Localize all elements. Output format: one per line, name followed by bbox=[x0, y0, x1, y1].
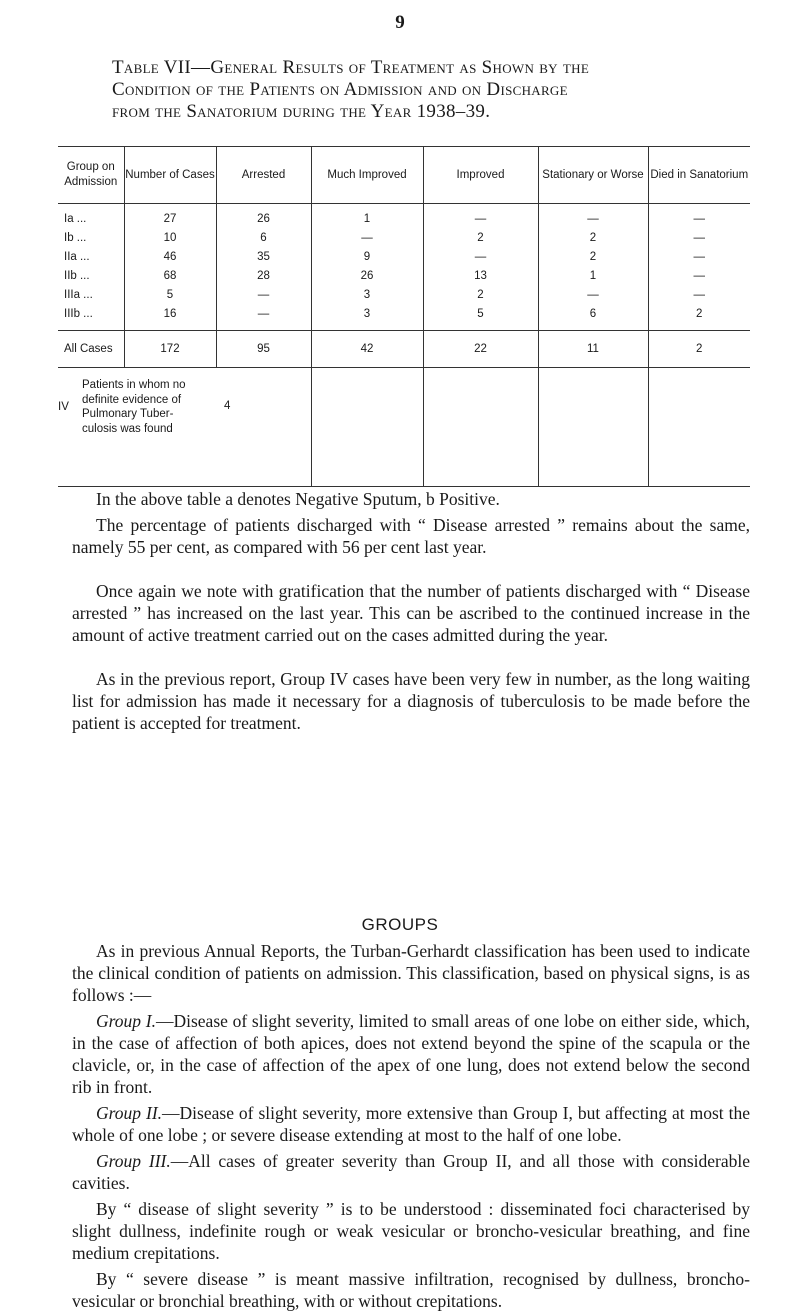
total-row bbox=[58, 331, 750, 368]
cell: — bbox=[693, 270, 705, 282]
header-group: Group on Admission bbox=[58, 147, 124, 204]
group-iv-row bbox=[58, 368, 750, 487]
cell: 27 bbox=[124, 204, 216, 230]
cell: IIIb ... bbox=[58, 305, 124, 331]
cell: 3 bbox=[311, 305, 423, 331]
body-text-upper bbox=[72, 488, 750, 734]
cell: — bbox=[693, 232, 705, 244]
cell: 16 bbox=[124, 305, 216, 331]
cell: 6 bbox=[538, 305, 648, 331]
header-improved: Improved bbox=[423, 147, 538, 204]
group-iii-definition bbox=[72, 1150, 750, 1194]
cell: — bbox=[538, 204, 648, 230]
cell: — bbox=[311, 229, 423, 248]
table-row bbox=[58, 248, 750, 267]
cell: — bbox=[423, 248, 538, 267]
cell: 3 bbox=[311, 286, 423, 305]
group-ii-definition bbox=[72, 1102, 750, 1146]
note-text: In the above table a denotes Negative Sputum, b Positive. bbox=[96, 489, 500, 509]
group-iv-cell bbox=[58, 368, 216, 487]
cell: 46 bbox=[124, 248, 216, 267]
cell: 42 bbox=[311, 331, 423, 368]
cell: — bbox=[693, 213, 705, 225]
cell: — bbox=[693, 289, 705, 301]
cell: 5 bbox=[124, 286, 216, 305]
cell: 26 bbox=[216, 204, 311, 230]
cell: 9 bbox=[311, 248, 423, 267]
cell: 13 bbox=[423, 267, 538, 286]
group-ii-text: —Disease of slight severity, more extensive than Group I, but affecting at most the whole of one lobe ; or severe disease extending at most to the half of one lobe. bbox=[72, 1103, 750, 1145]
cell: — bbox=[216, 305, 311, 331]
group-i-text: —Disease of slight severity, limited to small areas of one lobe on either side, which, in the case of affection of both apices, does not extend beyond the spine of the scapula or the clavicle, or, in the case of affection of the apex of one lung, does not extend below the second rib in front. bbox=[72, 1011, 750, 1097]
group-iv-label bbox=[58, 378, 216, 436]
title-line-3: from the Sanatorium during the Year 1938–39. bbox=[112, 101, 491, 122]
body-text-lower bbox=[72, 940, 750, 1312]
cell: All Cases bbox=[58, 331, 124, 368]
header-died: Died in Sanatorium bbox=[650, 168, 749, 181]
cell: 172 bbox=[124, 331, 216, 368]
header-arrested: Arrested bbox=[216, 147, 311, 204]
group-iii-label: Group III. bbox=[96, 1151, 171, 1171]
cell: IIIa ... bbox=[58, 286, 124, 305]
cell: IIa ... bbox=[58, 248, 124, 267]
cell: 1 bbox=[538, 267, 648, 286]
paragraph: As in previous Annual Reports, the Turban-Gerhardt classification has been used to indicate the clinical condition of patients on admission. This classification, based on physical signs, is as follows :— bbox=[72, 941, 750, 1005]
header-number-of-cases: Number of Cases bbox=[124, 147, 216, 204]
table-row bbox=[58, 305, 750, 331]
cell: 28 bbox=[216, 267, 311, 286]
cell: 2 bbox=[538, 229, 648, 248]
paragraph: As in the previous report, Group IV cases have been very few in number, as the long waiting list for admission has made it necessary for a diagnosis of tuberculosis to be made before the patient is accepted for treatment. bbox=[72, 669, 750, 733]
title-line-2: Condition of the Patients on Admission and on Discharge bbox=[112, 79, 568, 100]
group-ii-label: Group II. bbox=[96, 1103, 163, 1123]
cell: 68 bbox=[124, 267, 216, 286]
cell: 5 bbox=[423, 305, 538, 331]
cell: 2 bbox=[423, 229, 538, 248]
cell: Ia ... bbox=[58, 204, 124, 230]
cell: 26 bbox=[311, 267, 423, 286]
cell: — bbox=[216, 286, 311, 305]
cell: 1 bbox=[311, 204, 423, 230]
group-iv-count-cell bbox=[216, 368, 311, 487]
cell bbox=[538, 368, 648, 487]
cell bbox=[311, 368, 423, 487]
table-row bbox=[58, 267, 750, 286]
results-table bbox=[58, 146, 750, 487]
paragraph: By “ disease of slight severity ” is to be understood : disseminated foci characterised by slight dullness, indefinite rough or weak vesicular or broncho-vesicular breathing, and fine medium crepitations. bbox=[72, 1199, 750, 1263]
cell bbox=[423, 368, 538, 487]
cell: — bbox=[423, 204, 538, 230]
title-line-1: Table VII—General Results of Treatment as Shown by the bbox=[112, 57, 590, 78]
cell bbox=[648, 368, 750, 487]
cell: — bbox=[693, 251, 705, 263]
paragraph: By “ severe disease ” is meant massive infiltration, recognised by dullness, broncho-vesicular or bronchial breathing, with or without crepitations. bbox=[72, 1269, 750, 1311]
table-row bbox=[58, 229, 750, 248]
note-paragraph bbox=[72, 488, 750, 510]
cell: — bbox=[538, 286, 648, 305]
paragraph: Once again we note with gratification that the number of patients discharged with “ Disease arrested ” has increased on the last year. This can be ascribed to the continued increase in the amount of active treatment carried out on the cases admitted during the year. bbox=[72, 581, 750, 645]
cell: Ib ... bbox=[58, 229, 124, 248]
cell: 10 bbox=[124, 229, 216, 248]
cell: 2 bbox=[696, 308, 703, 320]
page-number: 9 bbox=[395, 12, 405, 33]
cell: 2 bbox=[423, 286, 538, 305]
group-i-definition bbox=[72, 1010, 750, 1098]
group-i-label: Group I. bbox=[96, 1011, 156, 1031]
cell: 22 bbox=[423, 331, 538, 368]
group-iv-count: 4 bbox=[224, 400, 231, 412]
group-iii-text: —All cases of greater severity than Group II, and all those with considerable cavities. bbox=[72, 1151, 750, 1193]
table-row bbox=[58, 286, 750, 305]
header-stationary: Stationary or Worse bbox=[538, 147, 648, 204]
cell: 35 bbox=[216, 248, 311, 267]
group-iv-roman: IV bbox=[58, 401, 69, 413]
cell: 2 bbox=[696, 343, 703, 355]
cell: IIb ... bbox=[58, 267, 124, 286]
cell: 2 bbox=[538, 248, 648, 267]
table-row bbox=[58, 204, 750, 230]
table-title bbox=[112, 57, 722, 123]
group-iv-line: Pulmonary Tuber- bbox=[82, 408, 174, 420]
cell: 95 bbox=[216, 331, 311, 368]
cell: 6 bbox=[216, 229, 311, 248]
paragraph: The percentage of patients discharged with “ Disease arrested ” remains about the same, namely 55 per cent, as compared with 56 per cent last year. bbox=[72, 515, 750, 557]
group-iv-line: definite evidence of bbox=[82, 393, 182, 406]
header-much-improved: Much Improved bbox=[311, 147, 423, 204]
groups-heading: GROUPS bbox=[361, 915, 439, 934]
table-header-row bbox=[58, 147, 750, 204]
group-iv-line: Patients in whom no bbox=[82, 379, 186, 391]
cell: 11 bbox=[538, 331, 648, 368]
group-iv-line: culosis was found bbox=[82, 422, 173, 435]
